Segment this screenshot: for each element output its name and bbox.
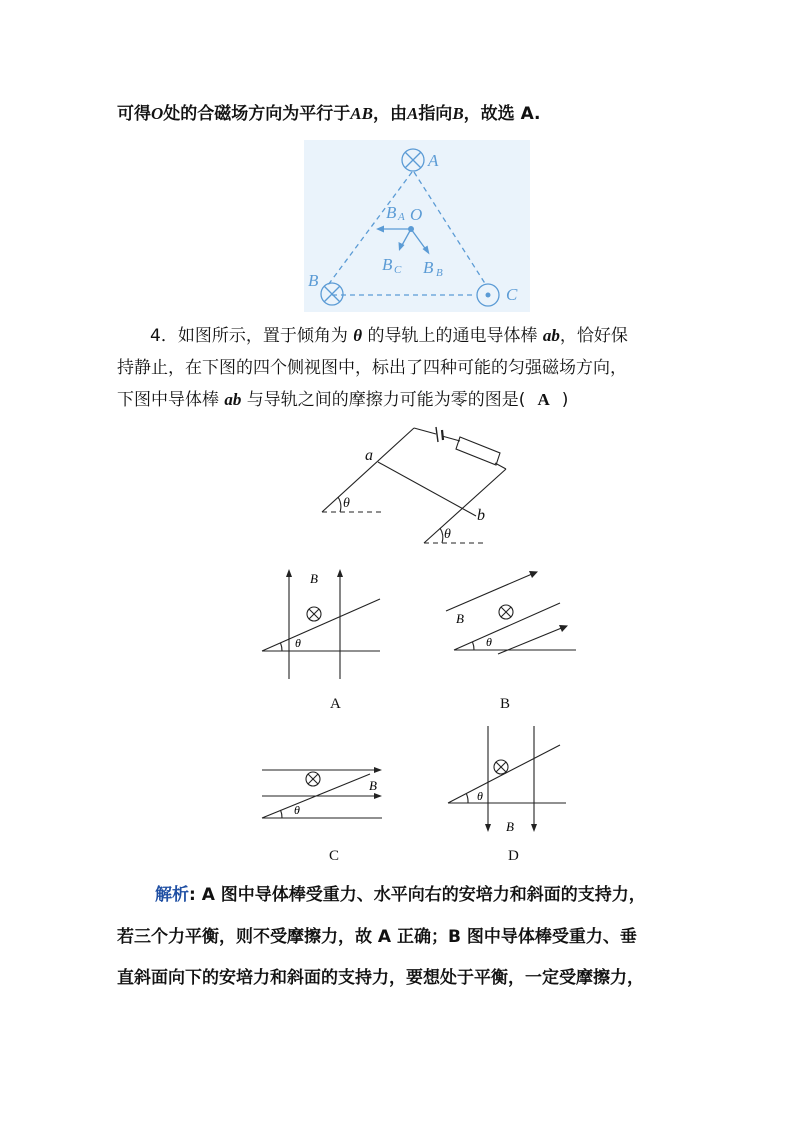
option-c-diagram bbox=[258, 758, 388, 828]
cross-into-page-icon bbox=[307, 607, 321, 621]
figure-background bbox=[304, 140, 530, 312]
label-b-field: B bbox=[310, 571, 318, 586]
point-o bbox=[408, 226, 414, 232]
cross-into-page-icon bbox=[494, 760, 508, 774]
option-b-label: B bbox=[500, 696, 511, 712]
label-b-field: B bbox=[506, 819, 514, 834]
battery-long-plate bbox=[436, 427, 438, 442]
wire-2 bbox=[442, 436, 460, 441]
answer: A bbox=[537, 390, 550, 409]
label-bc: B bbox=[382, 255, 393, 274]
label-theta-2: θ bbox=[444, 527, 451, 542]
cross-into-page-icon bbox=[499, 605, 513, 619]
analysis-tag: 解析 bbox=[155, 885, 189, 905]
label-b-field: B bbox=[456, 611, 464, 626]
text-line-1: 可得O处的合磁场方向为平行于AB，由A指向B，故选 A. bbox=[117, 104, 541, 124]
label-bb: B bbox=[423, 258, 434, 277]
label-theta: θ bbox=[477, 789, 483, 803]
label-a: A bbox=[428, 151, 439, 170]
triangle-field-figure bbox=[304, 140, 530, 312]
label-b-field: B bbox=[369, 778, 377, 793]
label-b: B bbox=[308, 271, 319, 290]
label-bc-sub: C bbox=[394, 264, 402, 276]
option-d-label: D bbox=[508, 848, 519, 864]
label-rod-b: b bbox=[477, 507, 485, 524]
rail-left bbox=[322, 428, 414, 512]
analysis-line-2: 若三个力平衡，则不受摩擦力，故 A 正确；B 图中导体棒受重力、垂 bbox=[117, 927, 637, 947]
label-theta: θ bbox=[294, 803, 300, 817]
label-theta-1: θ bbox=[343, 496, 350, 511]
inclined-rails-figure bbox=[318, 420, 518, 560]
question-4-line-1: 4．如图所示，置于倾角为 θ 的导轨上的通电导体棒 ab，恰好保 bbox=[150, 326, 628, 346]
label-c: C bbox=[506, 285, 518, 304]
battery-short-plate bbox=[442, 430, 443, 440]
label-theta: θ bbox=[486, 635, 492, 649]
analysis-line-3: 直斜面向下的安培力和斜面的支持力，要想处于平衡，一定受摩擦力， bbox=[117, 968, 644, 988]
option-c-label: C bbox=[329, 848, 340, 864]
cross-into-page-icon bbox=[306, 772, 320, 786]
question-4-line-3: 下图中导体棒 ab 与导轨之间的摩擦力可能为零的图是( A ) bbox=[117, 390, 569, 410]
analysis-line-1: 解析: A 图中导体棒受重力、水平向右的安培力和斜面的支持力， bbox=[155, 885, 646, 905]
label-rod-a: a bbox=[365, 447, 373, 464]
label-ba: B bbox=[386, 203, 397, 222]
label-theta: θ bbox=[295, 636, 301, 650]
resistor bbox=[456, 437, 500, 465]
option-a-label: A bbox=[330, 696, 341, 712]
question-4-line-2: 持静止，在下图的四个侧视图中，标出了四种可能的匀强磁场方向， bbox=[117, 358, 627, 378]
conductor-rod-ab bbox=[378, 462, 476, 516]
rail-right bbox=[424, 469, 506, 543]
wire-1 bbox=[414, 428, 436, 434]
label-o: O bbox=[410, 205, 423, 224]
option-b-diagram bbox=[440, 565, 580, 660]
label-bb-sub: B bbox=[436, 267, 443, 279]
option-a-diagram bbox=[258, 565, 383, 680]
option-d-diagram bbox=[446, 722, 571, 837]
label-ba-sub: A bbox=[398, 211, 405, 223]
